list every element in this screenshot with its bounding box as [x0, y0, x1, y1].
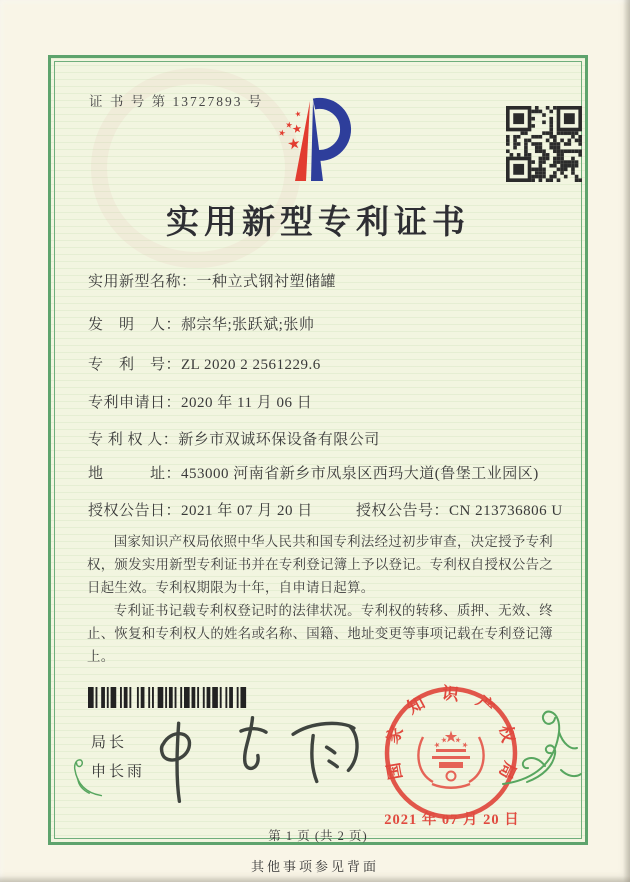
seal-date: 2021 年 07 月 20 日	[384, 812, 520, 828]
certificate-number: 证 书 号 第 13727893 号	[89, 94, 264, 109]
field-row-patentee	[88, 428, 558, 449]
field-label: 地 址：	[88, 466, 182, 482]
field-value: 2020 年 11 月 06 日	[181, 395, 313, 411]
corner-flourish-icon	[497, 692, 583, 788]
field-value: 郝宗华;张跃斌;张帅	[181, 317, 315, 333]
cnipa-patent-logo-icon	[253, 94, 383, 188]
commissioner-name: 申长雨	[91, 764, 146, 780]
field-label: 授权公告号：	[356, 503, 450, 519]
field-value: 新乡市双诚环保设备有限公司	[178, 432, 380, 448]
field-row-grant	[88, 499, 563, 520]
field-value: 453000 河南省新乡市凤泉区西玛大道(鲁堡工业园区)	[181, 466, 539, 482]
page-number: 第 1 页 (共 2 页)	[268, 829, 368, 843]
field-label: 授权公告日：	[88, 503, 182, 519]
certificate-title: 实用新型专利证书	[166, 205, 470, 241]
field-label: 专 利 权 人：	[88, 432, 179, 448]
field-value: CN 213736806 U	[449, 503, 563, 519]
field-label: 发 明 人：	[88, 317, 182, 333]
field-value: ZL 2020 2 2561229.6	[181, 357, 321, 373]
seal-ring-text: 国家知识产权局	[381, 683, 521, 797]
field-row-address	[88, 462, 558, 483]
legal-text	[87, 530, 553, 668]
certificate-frame	[48, 55, 588, 845]
field-value: 一种立式钢衬塑储罐	[196, 274, 337, 290]
barcode-icon	[88, 687, 248, 708]
field-value: 2021 年 07 月 20 日	[181, 503, 313, 519]
national-emblem-icon	[418, 731, 483, 788]
commissioner-title: 局长	[91, 735, 128, 751]
qr-code-icon	[506, 106, 582, 182]
field-row-patent-no	[88, 353, 558, 374]
signature-handwriting	[144, 704, 373, 817]
field-row-name	[88, 270, 558, 291]
back-note: 其他事项参见背面	[250, 859, 379, 874]
field-label: 专 利 号：	[88, 357, 182, 373]
legal-paragraph-2: 专利证书记载专利权登记时的法律状况。专利权的转移、质押、无效、终止、恢复和专利权人的姓名或名称、国籍、地址变更等事项记载在专利登记簿上。	[87, 603, 553, 664]
field-label: 专利申请日：	[88, 395, 182, 411]
corner-flourish-icon	[53, 740, 105, 798]
field-row-inventor	[88, 313, 558, 334]
field-label: 实用新型名称：	[88, 274, 197, 290]
field-row-filing-date	[88, 391, 558, 412]
legal-paragraph-1: 国家知识产权局依照中华人民共和国专利法经过初步审查，决定授予专利权，颁发实用新型专利证书并在专利登记簿上予以登记。专利权自授权公告之日起生效。专利权期限为十年，自申请日起算。	[87, 534, 553, 595]
